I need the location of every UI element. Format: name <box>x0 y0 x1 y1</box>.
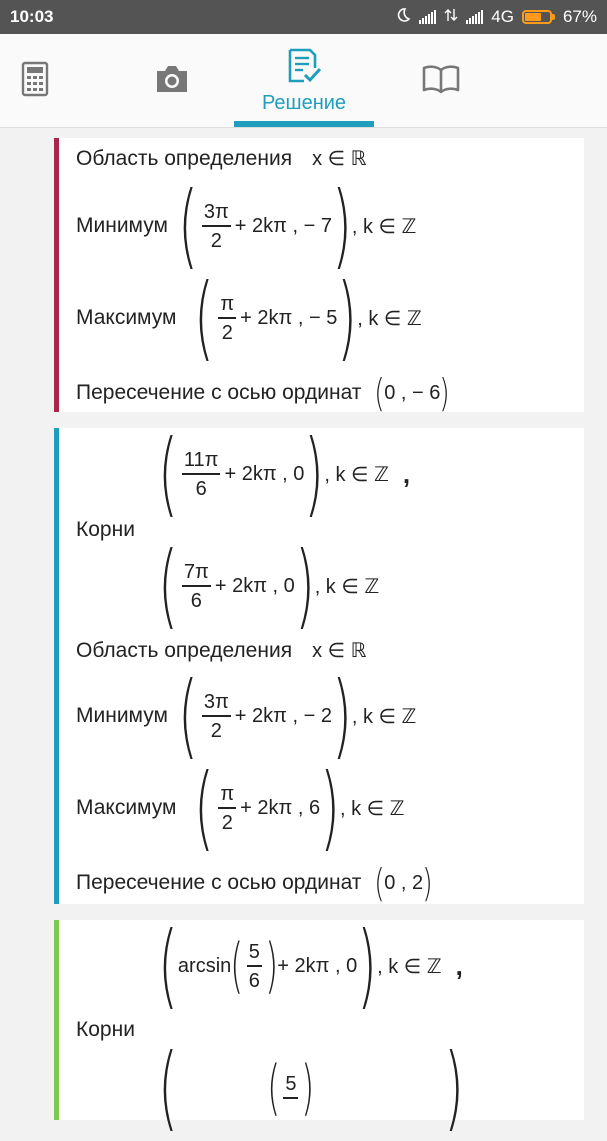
root-2: ( $\frac{7\pi}{6}$ + 2kπ , 0 ) , k ∈ ℤ <box>158 532 380 639</box>
status-time: 10:03 <box>10 7 54 26</box>
card-accent-bar <box>54 138 59 412</box>
domain-row: Область определения x ∈ ℝ <box>76 146 367 170</box>
active-tab-indicator <box>234 121 374 127</box>
book-icon <box>422 64 460 99</box>
solution-icon <box>286 47 322 90</box>
signal-icon-2 <box>466 10 483 24</box>
card-accent-bar <box>54 920 59 1120</box>
battery-percent: 67% <box>562 7 597 26</box>
domain-row: Область определения x ∈ ℝ <box>76 638 367 662</box>
network-type: 4G <box>491 7 514 26</box>
root-2-partial: ( ( 5 ) ) <box>158 1034 464 1141</box>
roots-label-row: Корни <box>76 518 135 541</box>
top-tab-bar <box>0 34 607 128</box>
tab-camera[interactable] <box>147 34 197 128</box>
signal-icon <box>419 10 436 24</box>
maximum-row: Максимум ( $\frac{\pi}{2}$ + 2kπ , − 5 ) , k ∈ ℤ <box>76 264 422 371</box>
tab-book[interactable] <box>416 34 466 128</box>
data-arrows-icon <box>444 7 458 28</box>
intercept-row: Пересечение с осью ординат ( 0 , − 6 ) <box>76 371 451 415</box>
calculator-icon <box>22 62 48 101</box>
battery-icon <box>522 10 555 24</box>
card-accent-bar <box>54 428 59 904</box>
root-1: ( arcsin ( $\frac{5}{6}$ ) + 2kπ , 0 ) , k ∈ ℤ , <box>158 912 463 1019</box>
minimum-row: Минимум ( $\frac{3\pi}{2}$ + 2kπ , − 2 ) , k ∈ ℤ <box>76 662 417 769</box>
solution-card-1 <box>54 138 584 415</box>
status-icons <box>395 7 597 28</box>
roots-label-row: Корни <box>76 1018 135 1041</box>
root-1: ( $\frac{11\pi}{6}$ + 2kπ , 0 ) , k ∈ ℤ , <box>158 420 411 527</box>
tab-solution-label: Решение <box>261 92 347 114</box>
solution-card-2 <box>54 420 584 905</box>
maximum-row: Максимум ( $\frac{\pi}{2}$ + 2kπ , 6 ) , k ∈ ℤ <box>76 754 405 861</box>
intercept-row: Пересечение с осью ординат ( 0 , 2 ) <box>76 861 433 905</box>
tab-solution[interactable] <box>234 34 374 128</box>
camera-icon <box>154 64 190 99</box>
solution-card-3 <box>54 912 584 1141</box>
status-bar <box>0 0 607 34</box>
solution-content[interactable] <box>0 128 607 1141</box>
moon-icon <box>395 7 411 28</box>
minimum-row: Минимум ( $\frac{3\pi}{2}$ + 2kπ , − 7 ) , k ∈ ℤ <box>76 172 417 279</box>
tab-calculator[interactable] <box>10 34 60 128</box>
